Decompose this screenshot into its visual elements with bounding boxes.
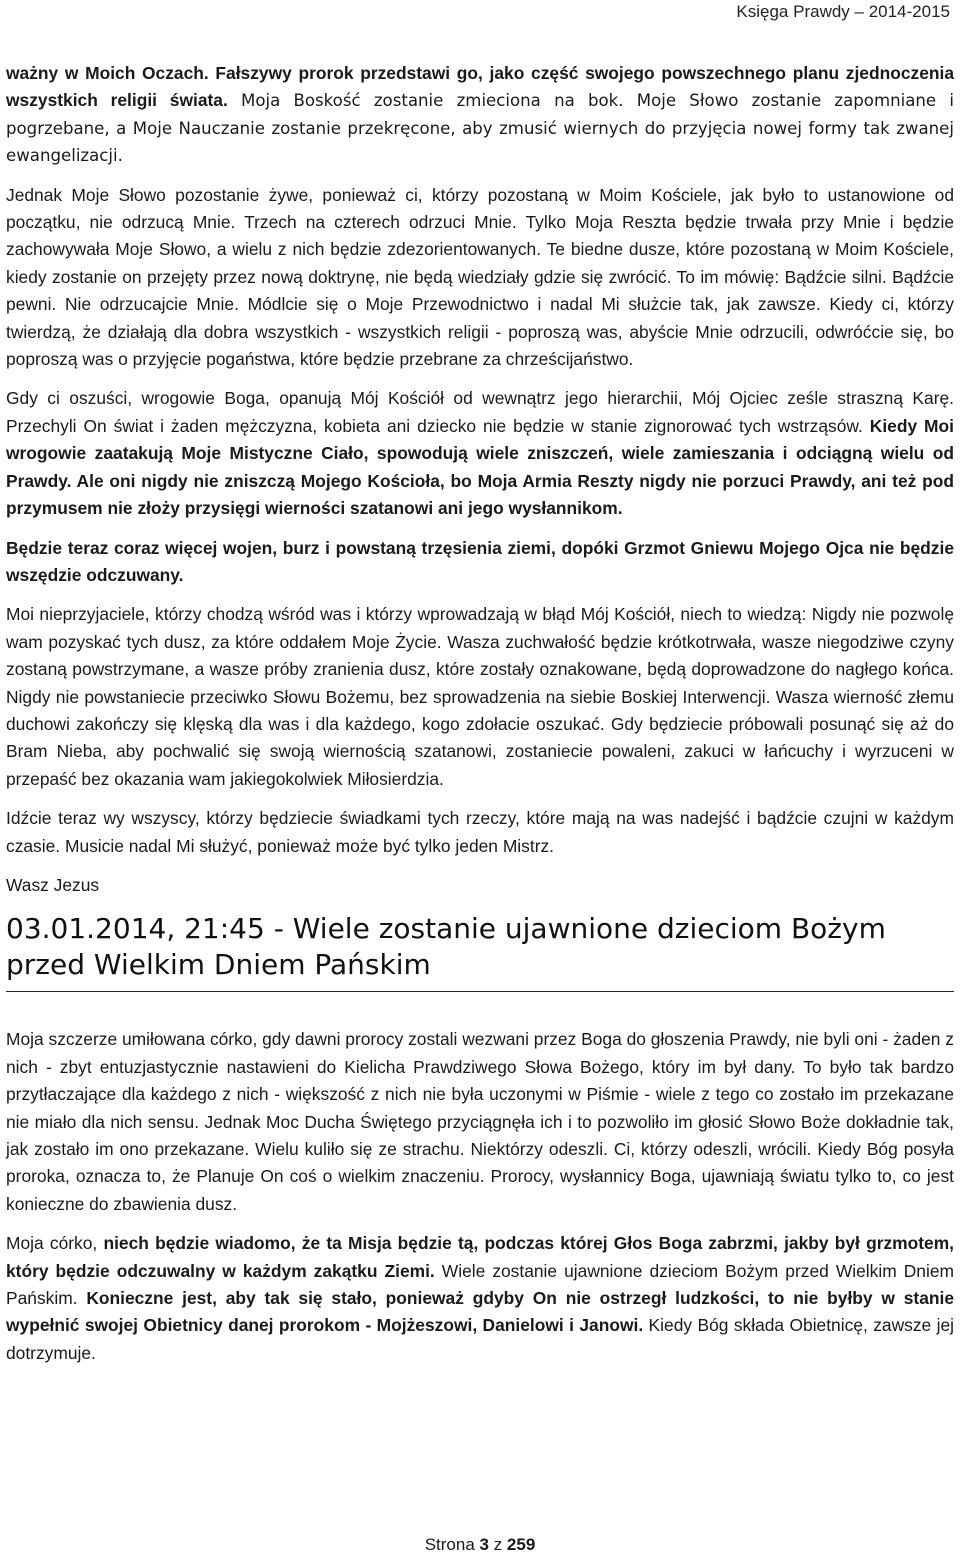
paragraph-1 (6, 60, 954, 170)
paragraph-8-bold-a: niech będzie wiadomo, że ta Misja będzie tą, podczas której Głos Boga zabrzmi, jakby był grzmotem, który będzie odczuwalny w każdym zakątku Ziemi. (6, 1233, 954, 1281)
paragraph-1-bold: ważny w Moich Oczach. Fałszywy prorok przedstawi go, jako część swojego powszechnego planu zjednoczenia wszystkich religii świata. (6, 63, 954, 111)
paragraph-3-bold: Kiedy Moi wrogowie zaatakują Moje Mistyczne Ciało, spowodują wiele zniszczeń, wiele zamieszania i odciągną wielu od Prawdy. Ale oni nigdy nie zniszczą Mojego Kościoła, bo Moja Armia Reszty nigdy nie porzuci Prawdy, ani też pod przymusem nie złoży przysięgi wierności szatanowi ani jego wysłannikom. (6, 415, 954, 519)
paragraph-8-text-a: Moja córko, (6, 1233, 104, 1254)
paragraph-8-text-c: Kiedy Bóg składa Obietnicę, zawsze jej dotrzymuje. (6, 1315, 954, 1363)
footer-page-total: 259 (506, 1535, 536, 1554)
footer-page-number: 3 (479, 1535, 489, 1554)
paragraph-1-text: Moja Boskość zostanie zmieciona na bok. Moje Słowo zostanie zapomniane i pogrzebane, a Moje Nauczanie zostanie przekręcone, aby zmusić wiernych do przyjęcia nowej formy tak zwanej ewangelizacji. (6, 91, 954, 166)
message-heading: 03.01.2014, 21:45 - Wiele zostanie ujawnione dzieciom Bożym przed Wielkim Dniem Pańskim (6, 911, 954, 992)
page-footer (0, 1535, 960, 1555)
paragraph-8-text-b: Wiele zostanie ujawnione dzieciom Bożym przed Wielkim Dniem Pańskim. (6, 1260, 954, 1309)
footer-mid: z (488, 1535, 507, 1554)
paragraph-6: Idźcie teraz wy wszyscy, którzy będziecie świadkami tych rzeczy, które mają na was nadejść i bądźcie czujni w każdym czasie. Musicie nadal Mi służyć, ponieważ może być tylko jeden Mistrz. (6, 808, 954, 856)
signature: Wasz Jezus (6, 874, 100, 895)
paragraph-4: Będzie teraz coraz więcej wojen, burz i powstaną trzęsienia ziemi, dopóki Grzmot Gniewu Mojego Ojca nie będzie wszędzie odczuwany. (6, 537, 954, 585)
paragraph-8-bold-b: Konieczne jest, aby tak się stało, ponieważ gdyby On nie ostrzegł ludzkości, to nie byłby w stanie wypełnić swojej Obietnicy danej prorokom - Mojżeszowi, Danielowi i Janowi. (6, 1288, 954, 1336)
paragraph-3 (6, 385, 954, 522)
paragraph-5: Moi nieprzyjaciele, którzy chodzą wśród was i którzy wprowadzają w błąd Mój Kościół, niech to wiedzą: Nigdy nie pozwolę wam pozyskać tych dusz, za które oddałem Moje Życie. Wasza zuchwałość będzie krótkotrwała, wasze niegodziwe czyny zostaną powstrzymane, a wasze próby zranienia dusz, które zostały oznakowane, będą doprowadzone do nagłego końca. Nigdy nie powstaniecie przeciwko Słowu Bożemu, bez sprowadzenia na siebie Boskiej Interwencji. Wasza wierność złemu duchowi zakończy się klęską dla was i dla każdego, kogo zdołacie oszukać. Gdy będziecie próbowali posunąć się aż do Bram Nieba, aby pochwalić się swoją wiernością szatanowi, zostaniecie powaleni, zakuci w łańcuchy i wyrzuceni w przepaść bez okazania wam jakiegokolwiek Miłosierdzia. (6, 604, 954, 789)
document-body (6, 60, 954, 1379)
paragraph-3-text: Gdy ci oszuści, wrogowie Boga, opanują Mój Kościół od wewnątrz jego hierarchii, Mój Ojciec ześle straszną Karę. Przechyli On świat i żaden mężczyzna, kobieta ani dziecko nie będzie w stanie zignorować tych wstrząsów. (6, 388, 954, 436)
paragraph-2: Jednak Moje Słowo pozostanie żywe, ponieważ ci, którzy pozostaną w Moim Kościele, jak było to ustanowione od początku, nie odrzucą Mnie. Trzech na czterech odrzuci Mnie. Tylko Moja Reszta będzie trwała przy Mnie i będzie zachowywała Moje Słowo, a wielu z nich będzie zdezorientowanych. Te biedne dusze, które pozostaną w Moim Kościele, kiedy zostanie on przejęty przez nową doktrynę, nie będą wiedziały gdzie się zwrócić. To im mówię: Bądźcie silni. Bądźcie pewni. Nie odrzucajcie Mnie. Módlcie się o Moje Przewodnictwo i nadal Mi służcie tak, jak zawsze. Kiedy ci, którzy twierdzą, że działają dla dobra wszystkich - wszystkich religii - poproszą was, abyście Mnie odrzucili, odwróćcie się, bo poproszą was o przyjęcie pogaństwa, które będzie przebrane za chrześcijaństwo. (6, 184, 954, 370)
paragraph-8 (6, 1230, 954, 1367)
footer-prefix: Strona (424, 1535, 480, 1554)
running-header: Księga Prawdy – 2014-2015 (736, 2, 950, 21)
paragraph-7: Moja szczerze umiłowana córko, gdy dawni prorocy zostali wezwani przez Boga do głoszenia Prawdy, nie byli oni - żaden z nich - zbyt entuzjastycznie nastawieni do Kielicha Prawdziwego Słowa Bożego, który im był dany. To było tak bardzo przytłaczające dla każdego z nich - większość z nich nie była uczonymi w Piśmie - wiele z tego co zostało im przekazane nie miało dla nich sensu. Jednak Moc Ducha Świętego przyciągnęła ich i to pozwoliło im głosić Słowo Boże dokładnie tak, jak zostało im ono przekazane. Wielu kuliło się ze strachu. Niektórzy odeszli. Ci, którzy odeszli, wrócili. Kiedy Bóg posyła proroka, oznacza to, że Planuje On coś o wielkim znaczeniu. Prorocy, wysłannicy Boga, ujawniają światu tylko to, co jest konieczne do zbawienia dusz. (6, 1029, 954, 1214)
heading-spacer (6, 992, 954, 1026)
